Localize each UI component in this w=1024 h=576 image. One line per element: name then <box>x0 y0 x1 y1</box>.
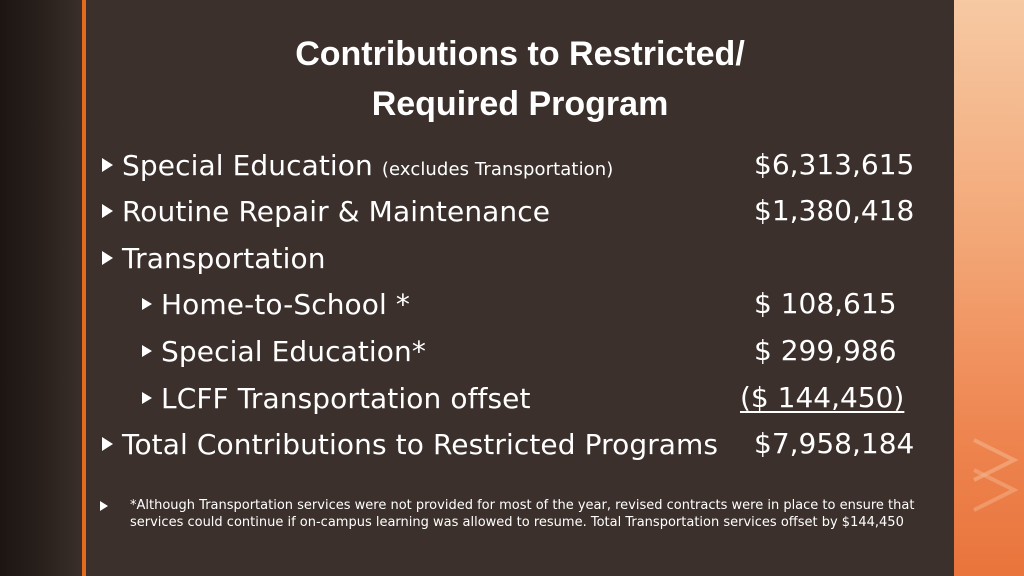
footnote <box>100 497 940 531</box>
item-label: Transportation <box>122 241 326 275</box>
amount-home-to-school: $ 108,615 <box>754 287 897 320</box>
bullet-arrow-icon <box>102 204 113 218</box>
left-dark-band <box>0 0 82 576</box>
bullet-arrow-icon <box>100 501 108 511</box>
amount-lcff-offset: ($ 144,450) <box>740 381 905 414</box>
slide-content <box>86 0 954 576</box>
item-special-education <box>102 147 613 183</box>
bullet-arrow-icon <box>142 345 152 357</box>
item-routine-repair <box>102 193 550 229</box>
item-lcff-offset <box>142 380 531 416</box>
right-gradient-band <box>954 0 1024 576</box>
bullet-arrow-icon <box>142 298 152 310</box>
bullet-arrow-icon <box>142 392 152 404</box>
item-label: Routine Repair & Maintenance <box>122 194 551 228</box>
item-home-to-school <box>142 286 410 322</box>
item-transportation <box>102 240 326 276</box>
amount-total: $7,958,184 <box>754 427 915 460</box>
slide-title-line1: Contributions to Restricted/ <box>295 35 745 73</box>
item-total <box>102 426 718 462</box>
item-label: Total Contributions to Restricted Programs <box>122 427 719 461</box>
footnote-text: *Although Transportation services were not provided for most of the year, revised contracts were in place to ensure that services could continue if on-campus learning was allowed to resume. Total Transportation services offset by $144,450 <box>130 498 915 530</box>
item-label: Special Education* <box>161 334 426 368</box>
slide-title-line2: Required Program <box>371 85 669 123</box>
item-label: LCFF Transportation offset <box>161 381 531 415</box>
amount-routine-repair: $1,380,418 <box>754 194 915 227</box>
chevron-decoration-icon <box>954 430 1024 576</box>
bullet-arrow-icon <box>102 251 113 265</box>
item-label: Special Education <box>122 148 373 182</box>
item-special-education-transport <box>142 333 426 369</box>
bullet-arrow-icon <box>102 158 113 172</box>
item-label: Home-to-School * <box>161 287 410 321</box>
bullet-arrow-icon <box>102 437 113 451</box>
item-note: (excludes Transportation) <box>381 158 614 180</box>
amount-special-education-transport: $ 299,986 <box>754 334 897 367</box>
amount-special-education: $6,313,615 <box>754 148 915 181</box>
